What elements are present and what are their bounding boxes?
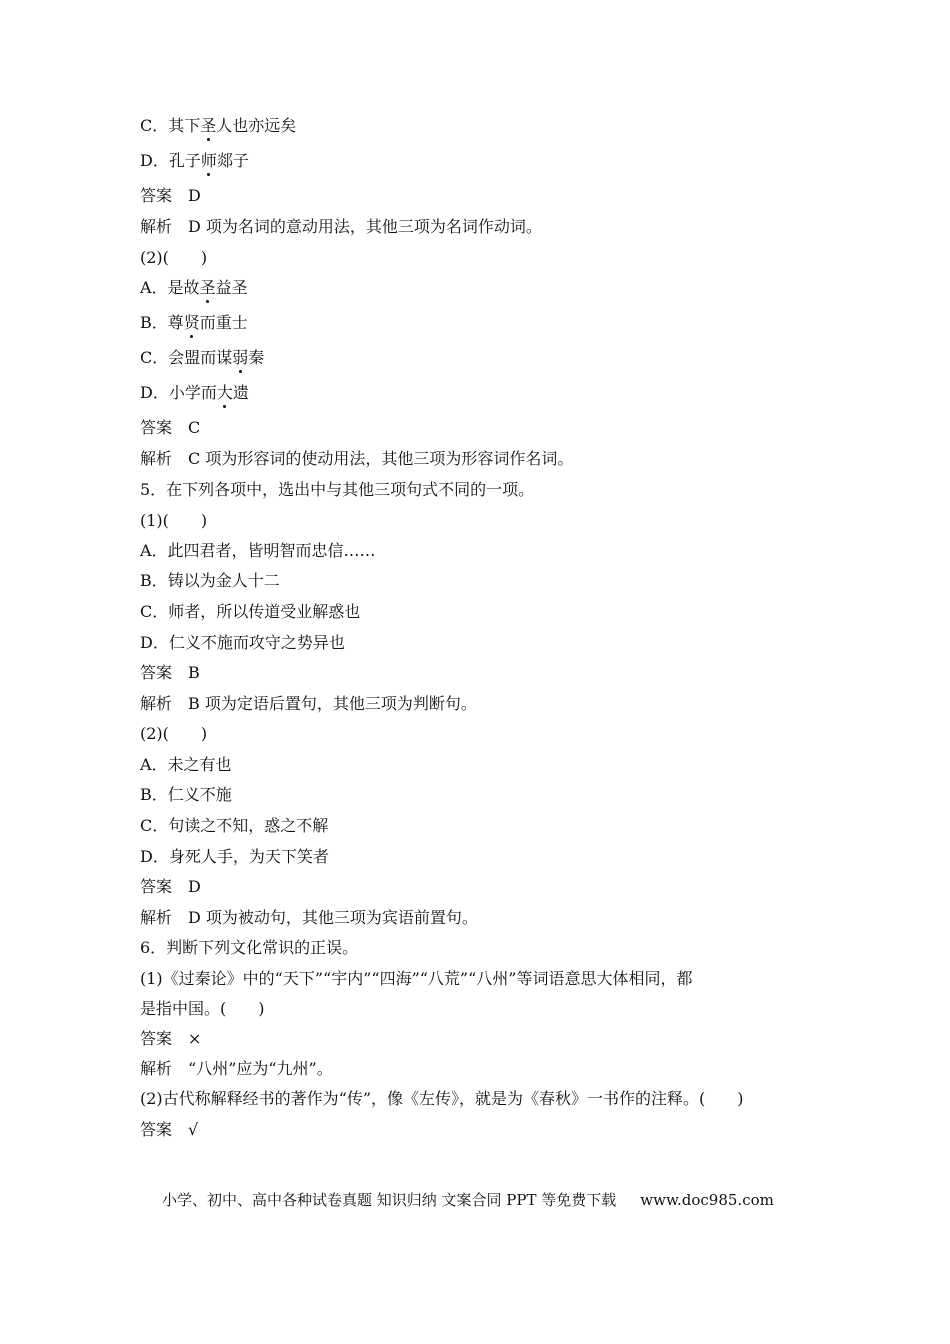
text-line <box>140 816 328 836</box>
text-line <box>140 248 207 268</box>
answer-line <box>140 186 201 206</box>
line-text: (2)( ) <box>140 724 208 743</box>
line-text: (1)《过秦论》中的“天下”“宇内”“四海”“八荒”“八州”等词语意思大体相同，都 <box>140 969 693 988</box>
line-text: D．身死人手，为天下笑者 <box>140 847 329 866</box>
line-text: D <box>188 877 201 896</box>
line-text: (1)( ) <box>140 511 208 530</box>
answer-line <box>140 663 200 683</box>
line-text: C 项为形容词的使动用法，其他三项为形容词作名词。 <box>188 449 574 468</box>
text-line <box>140 571 280 591</box>
line-text: D．小学而 <box>140 383 217 402</box>
analysis-label: 解析 <box>140 694 173 713</box>
line-text: B 项为定语后置句，其他三项为判断句。 <box>188 694 477 713</box>
line-text: D 项为被动句，其他三项为宾语前置句。 <box>188 908 478 927</box>
line-text: C <box>188 418 201 437</box>
emphasis-char: 弱 <box>232 348 249 367</box>
text-line <box>140 755 232 775</box>
analysis-line <box>140 908 478 928</box>
line-text: B．尊 <box>140 313 184 332</box>
text-line <box>140 278 248 298</box>
line-text: 是指中国。( ) <box>140 999 265 1018</box>
line-text: D <box>188 186 201 205</box>
analysis-label: 解析 <box>140 1059 173 1078</box>
text-line <box>140 724 207 744</box>
emphasis-char: 圣 <box>199 278 216 297</box>
text-line <box>140 541 376 561</box>
page-footer <box>162 1190 802 1210</box>
text-line <box>140 999 265 1019</box>
answer-label: 答案 <box>140 418 173 437</box>
text-line <box>140 383 249 403</box>
text-line <box>140 785 232 805</box>
answer-line <box>140 1120 198 1140</box>
line-text: 5．在下列各项中，选出中与其他三项句式不同的一项。 <box>140 480 535 499</box>
line-text: A．是故 <box>140 278 200 297</box>
line-text-tail: 益圣 <box>215 278 248 297</box>
text-line <box>140 602 360 622</box>
analysis-label: 解析 <box>140 217 173 236</box>
line-text: √ <box>188 1120 199 1139</box>
line-text: D 项为名词的意动用法，其他三项为名词作动词。 <box>188 217 542 236</box>
answer-label: 答案 <box>140 663 173 682</box>
line-text: B．仁义不施 <box>140 785 232 804</box>
line-text-tail: 秦 <box>248 348 265 367</box>
line-text-tail: 郯子 <box>216 151 249 170</box>
analysis-label: 解析 <box>140 449 173 468</box>
emphasis-char: 贤 <box>183 313 200 332</box>
line-text: B．铸以为金人十二 <box>140 571 280 590</box>
answer-label: 答案 <box>140 1120 173 1139</box>
text-line <box>140 116 296 136</box>
text-line <box>140 348 264 368</box>
text-line <box>140 151 249 171</box>
text-line <box>140 938 358 958</box>
text-line <box>140 847 329 867</box>
text-line <box>140 1089 744 1109</box>
line-text: (2)古代称解释经书的著作为“传”，像《左传》，就是为《春秋》一书作的注释。( ) <box>140 1089 744 1108</box>
line-text: 6．判断下列文化常识的正误。 <box>140 938 359 957</box>
line-text: B <box>188 663 200 682</box>
footer-text: 小学、初中、高中各种试卷真题 知识归纳 文案合同 PPT 等免费下载 <box>162 1191 617 1209</box>
text-line <box>140 480 534 500</box>
line-text: × <box>188 1029 202 1048</box>
text-line <box>140 313 248 333</box>
line-text: A．此四君者，皆明智而忠信…… <box>140 541 376 560</box>
text-line <box>140 511 207 531</box>
analysis-line <box>140 449 573 469</box>
line-text: D．孔子 <box>140 151 201 170</box>
emphasis-char: 圣 <box>200 116 217 135</box>
line-text: C．师者，所以传道受业解惑也 <box>140 602 361 621</box>
line-text: D．仁义不施而攻守之势异也 <box>140 633 345 652</box>
line-text: C．会盟而谋 <box>140 348 233 367</box>
line-text-tail: 而重士 <box>199 313 248 332</box>
line-text: C．句读之不知，惑之不解 <box>140 816 329 835</box>
line-text: A．未之有也 <box>140 755 232 774</box>
footer-site: www.doc985.com <box>640 1191 774 1209</box>
answer-label: 答案 <box>140 877 173 896</box>
answer-label: 答案 <box>140 1029 173 1048</box>
text-line <box>140 633 345 653</box>
emphasis-char: 大 <box>216 383 233 402</box>
emphasis-char: 师 <box>200 151 217 170</box>
analysis-label: 解析 <box>140 908 173 927</box>
answer-line <box>140 1029 201 1049</box>
analysis-line <box>140 694 477 714</box>
line-text-tail: 人也亦远矣 <box>216 116 297 135</box>
line-text: C．其下 <box>140 116 201 135</box>
text-line <box>140 969 692 989</box>
analysis-line <box>140 217 542 237</box>
answer-label: 答案 <box>140 186 173 205</box>
answer-line <box>140 877 201 897</box>
analysis-line <box>140 1059 333 1079</box>
line-text: “八州”应为“九州”。 <box>188 1059 333 1078</box>
line-text-tail: 遗 <box>232 383 249 402</box>
line-text: (2)( ) <box>140 248 208 267</box>
answer-line <box>140 418 200 438</box>
